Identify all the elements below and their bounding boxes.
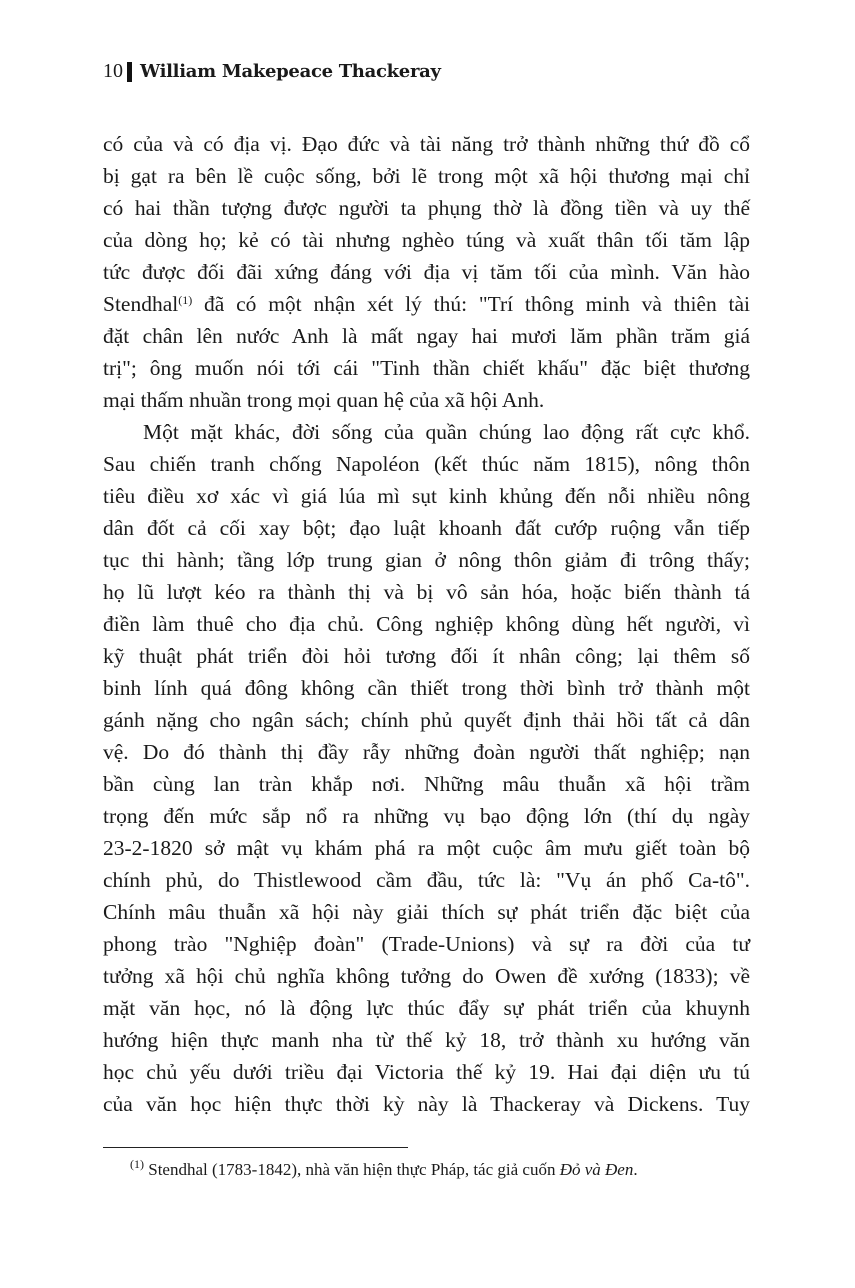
running-header — [103, 60, 441, 83]
text-line: gánh nặng cho ngân sách; chính phủ quyết định thải hồi tất cả dân — [103, 708, 750, 732]
text-line: Sau chiến tranh chống Napoléon (kết thúc năm 1815), nông thôn — [103, 452, 750, 476]
text-line: đặt chân lên nước Anh là mất ngay hai mươi lăm phần trăm giá — [103, 324, 750, 348]
text-line: vệ. Do đó thành thị đầy rẫy những đoàn người thất nghiệp; nạn — [103, 740, 750, 764]
page-number: 10 — [103, 60, 123, 82]
text-line: học chủ yếu dưới triều đại Victoria thế kỷ 19. Hai đại diện ưu tú — [103, 1060, 750, 1084]
line-rest: đã có một nhận xét lý thú: "Trí thông minh và thiên tài — [204, 292, 750, 316]
text-line: họ lũ lượt kéo ra thành thị và bị vô sản hóa, hoặc biến thành tá — [103, 580, 750, 604]
footnote-reference[interactable]: (1) — [178, 293, 193, 307]
text-line: điền làm thuê cho địa chủ. Công nghiệp không dùng hết người, vì — [103, 612, 750, 636]
text-line: của dòng họ; kẻ có tài nhưng nghèo túng và xuất thân tối tăm lập — [103, 228, 750, 252]
book-title: William Makepeace Thackeray — [140, 61, 441, 82]
text-line: mặt văn học, nó là động lực thúc đẩy sự phát triển của khuynh — [103, 996, 750, 1020]
text-line: tục thi hành; tầng lớp trung gian ở nông thôn giảm đi trông thấy; — [103, 548, 750, 572]
text-line: binh lính quá đông không cần thiết trong thời bình trở thành một — [103, 676, 750, 700]
text-line: có hai thần tượng được người ta phụng thờ là đồng tiền và uy thế — [103, 196, 750, 220]
text-line: trọng đến mức sắp nổ ra những vụ bạo động lớn (thí dụ ngày — [103, 804, 750, 828]
body-text — [103, 128, 750, 1120]
text-line: tưởng xã hội chủ nghĩa không tưởng do Owen đề xướng (1833); về — [103, 964, 750, 988]
footnote-text: Stendhal (1783-1842), nhà văn hiện thực Pháp, tác giả cuốn — [148, 1160, 556, 1179]
text-line — [103, 288, 750, 320]
header-divider — [127, 62, 132, 82]
footnote-end: . — [633, 1160, 638, 1179]
footnote-mark: (1) — [130, 1157, 144, 1171]
text-line: tiêu điều xơ xác vì giá lúa mì sụt kinh khủng đến nỗi nhiều nông — [103, 484, 750, 508]
text-line: kỹ thuật phát triển đòi hỏi tương đối ít nhân công; lại thêm số — [103, 644, 750, 668]
text-line: bị gạt ra bên lề cuộc sống, bởi lẽ trong một xã hội thương mại chỉ — [103, 164, 750, 188]
text-line: phong trào "Nghiệp đoàn" (Trade-Unions) và sự ra đời của tư — [103, 932, 750, 956]
text-line: Chính mâu thuẫn xã hội này giải thích sự phát triển đặc biệt của — [103, 900, 750, 924]
footnote — [130, 1157, 638, 1180]
text-line: chính phủ, do Thistlewood cầm đầu, tức là: "Vụ án phố Ca-tô". — [103, 868, 750, 892]
footnote-separator — [103, 1147, 408, 1148]
text-line: dân đốt cả cối xay bột; đạo luật khoanh đất cướp ruộng vẫn tiếp — [103, 516, 750, 540]
text-line: trị"; ông muốn nói tới cái "Tinh thần chiết khấu" đặc biệt thương — [103, 356, 750, 380]
text-line: 23-2-1820 sở mật vụ khám phá ra một cuộc âm mưu giết toàn bộ — [103, 836, 750, 860]
text-line: của văn học hiện thực thời kỳ này là Thackeray và Dickens. Tuy — [103, 1092, 750, 1116]
text-line: có của và có địa vị. Đạo đức và tài năng trở thành những thứ đồ cổ — [103, 132, 750, 156]
stendhal-word: Stendhal — [103, 292, 179, 316]
text-line: bần cùng lan tràn khắp nơi. Những mâu thuẫn xã hội trầm — [103, 772, 750, 796]
text-line: hướng hiện thực manh nha từ thế kỷ 18, trở thành xu hướng văn — [103, 1028, 750, 1052]
footnote-book-title: Đỏ và Đen — [559, 1160, 634, 1179]
text-line: tức được đối đãi xứng đáng với địa vị tăm tối của mình. Văn hào — [103, 260, 750, 284]
text-line: Một mặt khác, đời sống của quần chúng lao động rất cực khổ. — [143, 420, 750, 444]
text-line: mại thấm nhuần trong mọi quan hệ của xã hội Anh. — [103, 388, 545, 412]
